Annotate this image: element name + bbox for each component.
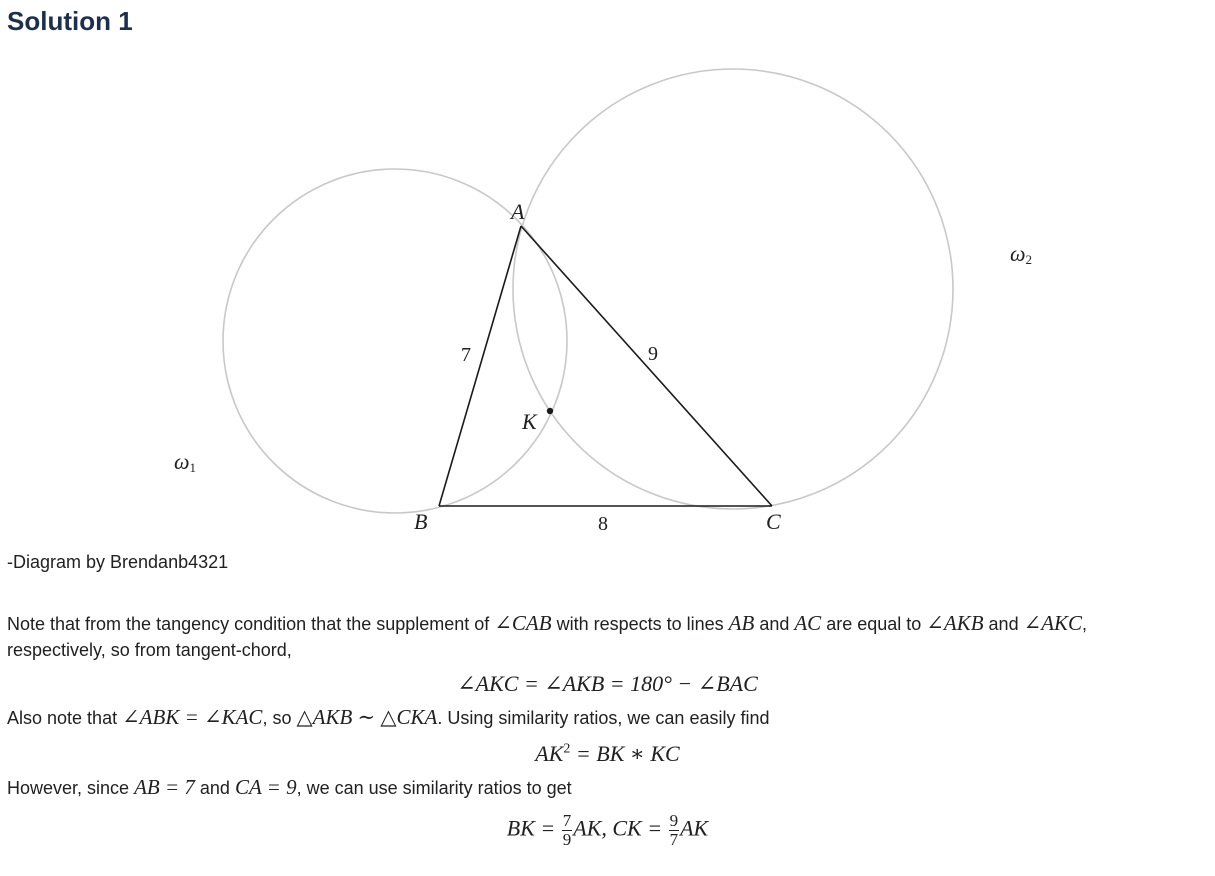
- paragraph-similarity: [7, 704, 770, 731]
- label-side-bc: 8: [598, 513, 608, 535]
- text-run: , so: [262, 708, 297, 728]
- math-angle-akc: ∠AKC: [1023, 611, 1083, 635]
- math-angle-equality: ∠ABK = ∠KAC: [122, 705, 263, 729]
- text-run: . Using similarity ratios, we can easily find: [437, 708, 770, 728]
- fraction-numerator: 9: [669, 811, 679, 830]
- fraction-seven-ninths: [562, 812, 573, 849]
- math-run: AK: [680, 815, 709, 841]
- point-k-dot: [547, 408, 553, 414]
- equation-angles: ∠AKC = ∠AKB = 180° − ∠BAC: [457, 671, 758, 696]
- fraction-denominator: 9: [562, 830, 572, 849]
- math-exponent: 2: [563, 741, 571, 757]
- text-run: with respects to lines: [551, 614, 729, 634]
- label-point-b: B: [414, 509, 428, 534]
- text-run: and: [194, 778, 235, 798]
- label-side-ac: 9: [648, 343, 658, 365]
- paragraph-ratios: [7, 774, 572, 801]
- paragraph-tangency: [7, 610, 1212, 663]
- label-side-ab: 7: [461, 344, 471, 366]
- text-run: , we can use similarity ratios to get: [296, 778, 572, 798]
- text-run: Note that from the tangency condition that the supplement of: [7, 614, 495, 634]
- text-run: are equal to: [821, 614, 927, 634]
- label-point-a: A: [511, 199, 525, 224]
- math-line-ab: AB: [728, 611, 755, 635]
- text-run: ,: [1082, 614, 1088, 634]
- equation-bk-ck: [0, 812, 1215, 849]
- math-run: BK =: [506, 815, 561, 841]
- text-run: and: [983, 614, 1024, 634]
- text-run: Also note that: [7, 708, 123, 728]
- equation-ak-squared: [0, 741, 1215, 767]
- text-run: and: [754, 614, 795, 634]
- label-point-c: C: [766, 509, 781, 534]
- math-similar-triangles: △AKB ∼ △CKA: [296, 705, 438, 729]
- math-angle-akb: ∠AKB: [926, 611, 984, 635]
- fraction-nine-sevenths: [669, 812, 680, 849]
- label-point-k: K: [522, 409, 537, 434]
- circle-omega2: [513, 69, 953, 509]
- math-run: AK, CK =: [573, 815, 668, 841]
- fraction-numerator: 7: [562, 811, 572, 830]
- segment-ac: [521, 226, 772, 506]
- label-omega1: ω1: [174, 449, 197, 475]
- fraction-denominator: 7: [669, 830, 679, 849]
- math-angle-cab: ∠CAB: [494, 611, 552, 635]
- math-ab-equals-7: AB = 7: [134, 775, 195, 799]
- solution-heading: Solution 1: [7, 6, 133, 36]
- segment-ab: [439, 226, 521, 506]
- math-run: = BK ∗ KC: [570, 741, 680, 766]
- text-run: respectively, so from tangent-chord,: [7, 640, 292, 660]
- math-run: AK: [535, 741, 564, 766]
- math-line-ac: AC: [794, 611, 822, 635]
- text-run: However, since: [7, 778, 135, 798]
- math-ca-equals-9: CA = 9: [234, 775, 297, 799]
- diagram-credit: -Diagram by Brendanb4321: [7, 552, 229, 572]
- label-omega2: ω2: [1010, 241, 1033, 267]
